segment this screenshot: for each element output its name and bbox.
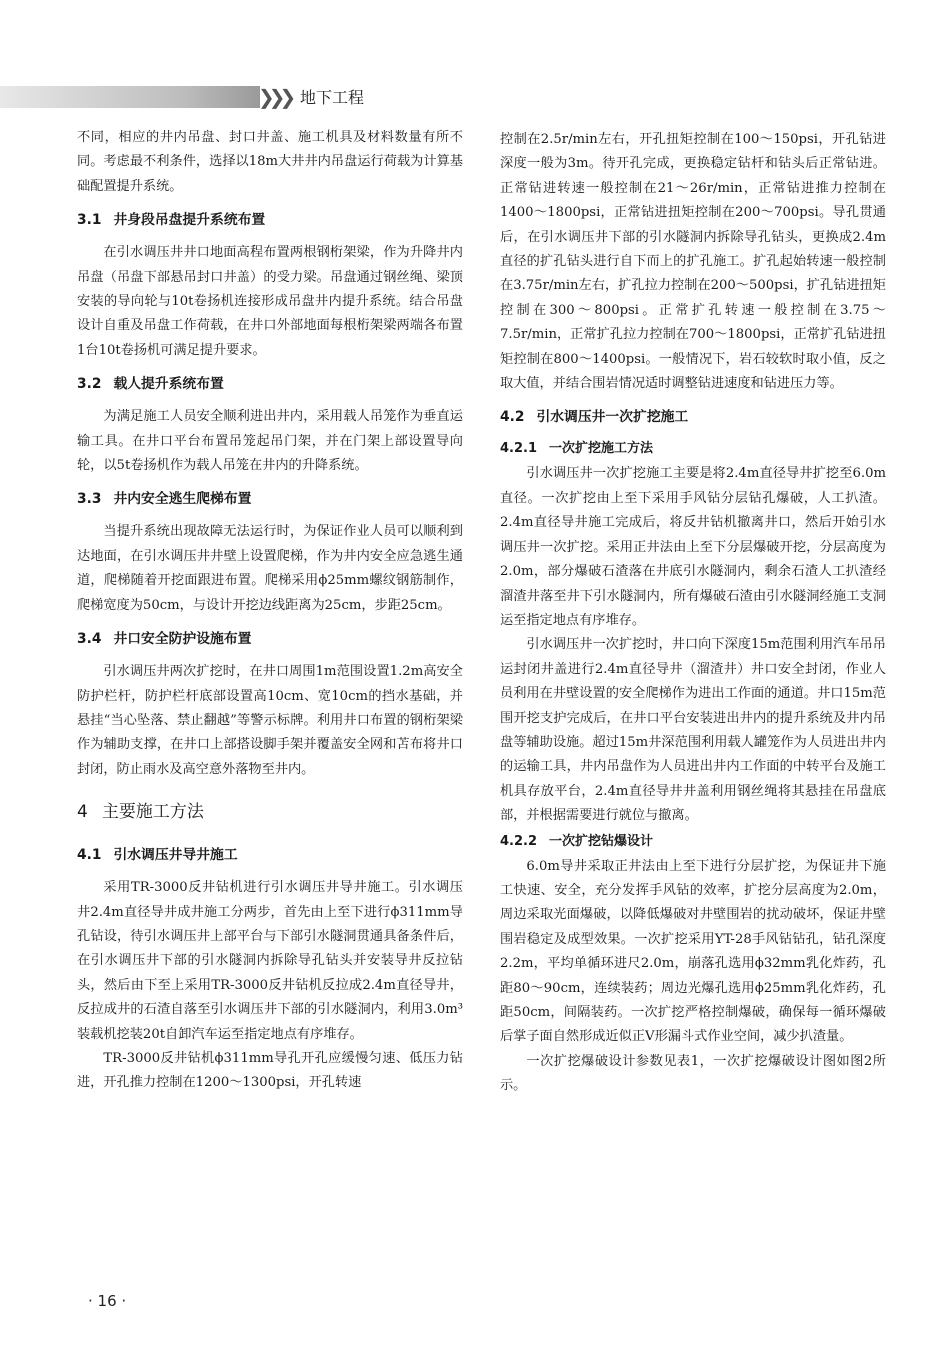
paragraph: 控制在2.5r/min左右，开孔扭矩控制在100～150psi，开孔钻进深度一般为3m。待开孔完成，更换稳定钻杆和钻头后正常钻进。正常钻进转速一般控制在21～26r/min，正常钻进推力控制在1400～1800psi，正常钻进扭矩控制在200～700psi。导孔贯通后，在引水调压井下部的引水隧洞内拆除导孔钻头，更换成2.4m直径的扩孔钻头进行自下而上的扩孔施工。扩孔起始转速一般控制在3.75r/min左右，扩孔拉力控制在200～500psi，扩孔钻进扭矩控制在300～800psi。正常扩孔转速一般控制在3.75～7.5r/min，正常扩孔拉力控制在700～1800psi，正常扩孔钻进扭矩控制在800～1400psi。一般情况下，岩石较软时取小值，反之取大值，并结合围岩情况适时调整钻进速度和钻进压力等。 [500,132,886,392]
paragraph: 不同，相应的井内吊盘、封口井盖、施工机具及材料数量有所不同。考虑最不利条件，选择以18m大井井内吊盘运行荷载为计算基础配置提升系统。 [77,130,463,194]
paragraph: TR-3000反井钻机ϕ311mm导孔开孔应缓慢匀速、低压力钻进，开孔推力控制在1200～1300psi，开孔转速 [77,1050,463,1091]
paragraph: 当提升系统出现故障无法运行时，为保证作业人员可以顺利到达地面，在引水调压井井壁上设置爬梯，作为井内安全应急逃生通道，爬梯随着开挖面跟进布置。爬梯采用ϕ25mm螺纹钢筋制作，爬梯宽度为50cm，与设计开挖边线距离为25cm，步距25cm。 [77,524,463,613]
double-chevron-icon: ❯❯❯ [258,85,291,109]
left-column [77,126,463,1096]
paragraph: 引水调压井一次扩挖施工主要是将2.4m直径导井扩挖至6.0m直径。一次扩挖由上至下采用手风钻分层钻孔爆破，人工扒渣。2.4m直径导井施工完成后，将反井钻机撤离井口，然后开始引水调压井一次扩挖。采用正井法由上至下分层爆破开挖，分层高度为2.0m，部分爆破石渣落在井底引水隧洞内，剩余石渣人工扒渣经溜渣井落至井下引水隧洞内，所有爆破石渣由引水隧洞经施工支洞运至指定地点有序堆存。 [500,466,886,628]
chapter-heading-4: 4 主要施工方法 [77,802,204,823]
subsection-heading-4-2-1: 4.2.1 一次扩挖施工方法 [500,441,654,457]
paragraph: 一次扩挖爆破设计参数见表1，一次扩挖爆破设计图如图2所示。 [500,1053,886,1094]
paragraph: 引水调压井两次扩挖时，在井口周围1m范围设置1.2m高安全防护栏杆，防护栏杆底部设置高10cm、宽10cm的挡水基础，并悬挂“当心坠落、禁止翻越”等警示标牌。利用井口布置的钢桁架梁作为辅助支撑，在井口上部搭设脚手架并覆盖安全网和苫布将井口封闭，防止雨水及高空意外落物至井内。 [77,664,463,777]
subsection-heading-4-2-2: 4.2.2 一次扩挖钻爆设计 [500,833,654,849]
paragraph: 引水调压井一次扩挖时，井口向下深度15m范围利用汽车吊吊运封闭井盖进行2.4m直径导井（溜渣井）井口安全封闭，作业人员利用在井壁设置的安全爬梯作为进出工作面的通道。井口15m范围开挖支护完成后，在井口平台安装进出井内的提升系统及井内吊盘等辅助设施。超过15m井深范围利用载人罐笼作为人员进出井内的运输工具，井内吊盘作为人员进出井内工作面的中转平台及施工机具存放平台，2.4m直径导井井盖利用钢丝绳将其悬挂在吊盘底部，并根据需要进行就位与撤离。 [500,637,886,824]
running-header-title: 地下工程 [300,88,365,107]
paragraph: 6.0m导井采取正井法由上至下进行分层扩挖，为保证井下施工快速、安全，充分发挥手风钻的效率，扩挖分层高度为2.0m，周边采取光面爆破，以降低爆破对井壁围岩的扰动破坏，保证井壁围岩稳定及成型效果。一次扩挖采用YT-28手风钻钻孔，钻孔深度2.2m，平均单循环进尺2.0m，崩落孔选用ϕ32mm乳化炸药，孔距80～90cm，连续装药；周边光爆孔选用ϕ25mm乳化炸药，孔距50cm，间隔装药。一次扩挖严格控制爆破，确保每一循环爆破后掌子面自然形成近似正V形漏斗式作业空间，减少扒渣量。 [500,858,886,1045]
paragraph: 在引水调压井井口地面高程布置两根钢桁架梁，作为升降井内吊盘（吊盘下部悬吊封口井盖）的受力梁。吊盘通过钢丝绳、梁顶安装的导向轮与10t卷扬机连接形成吊盘井内提升系统。结合吊盘设计自重及吊盘工作荷载，在井口外部地面每根桁架梁两端各布置1台10t卷扬机可满足提升要求。 [77,245,463,358]
section-heading-3-1: 3.1 井身段吊盘提升系统布置 [77,212,266,229]
paragraph: 为满足施工人员安全顺利进出井内，采用载人吊笼作为垂直运输工具。在井口平台布置吊笼起吊门架，并在门架上部设置导向轮，以5t卷扬机作为载人吊笼在井内的升降系统。 [77,409,463,474]
section-heading-3-2: 3.2 载人提升系统布置 [77,376,224,393]
section-heading-3-4: 3.4 井口安全防护设施布置 [77,631,252,648]
section-heading-4-2: 4.2 引水调压井一次扩挖施工 [500,409,689,426]
right-column [500,128,886,1099]
section-heading-4-1: 4.1 引水调压井导井施工 [77,847,238,864]
section-heading-3-3: 3.3 井内安全逃生爬梯布置 [77,491,252,508]
header-band [0,86,260,108]
paragraph: 采用TR-3000反井钻机进行引水调压井导井施工。引水调压井2.4m直径导井成井施工分两步，首先由上至下进行ϕ311mm导孔钻设，待引水调压井上部平台与下部引水隧洞贯通具备条件后，在引水调压井下部的引水隧洞内拆除导孔钻头并安装导井反拉钻头，然后由下至上采用TR-3000反井钻机反拉成2.4m直径导井，反拉成井的石渣自落至引水调压井下部的引水隧洞内，利用3.0m³装载机挖装20t自卸汽车运至指定地点有序堆存。 [77,880,463,1042]
page-number: · 16 · [88,1292,127,1310]
